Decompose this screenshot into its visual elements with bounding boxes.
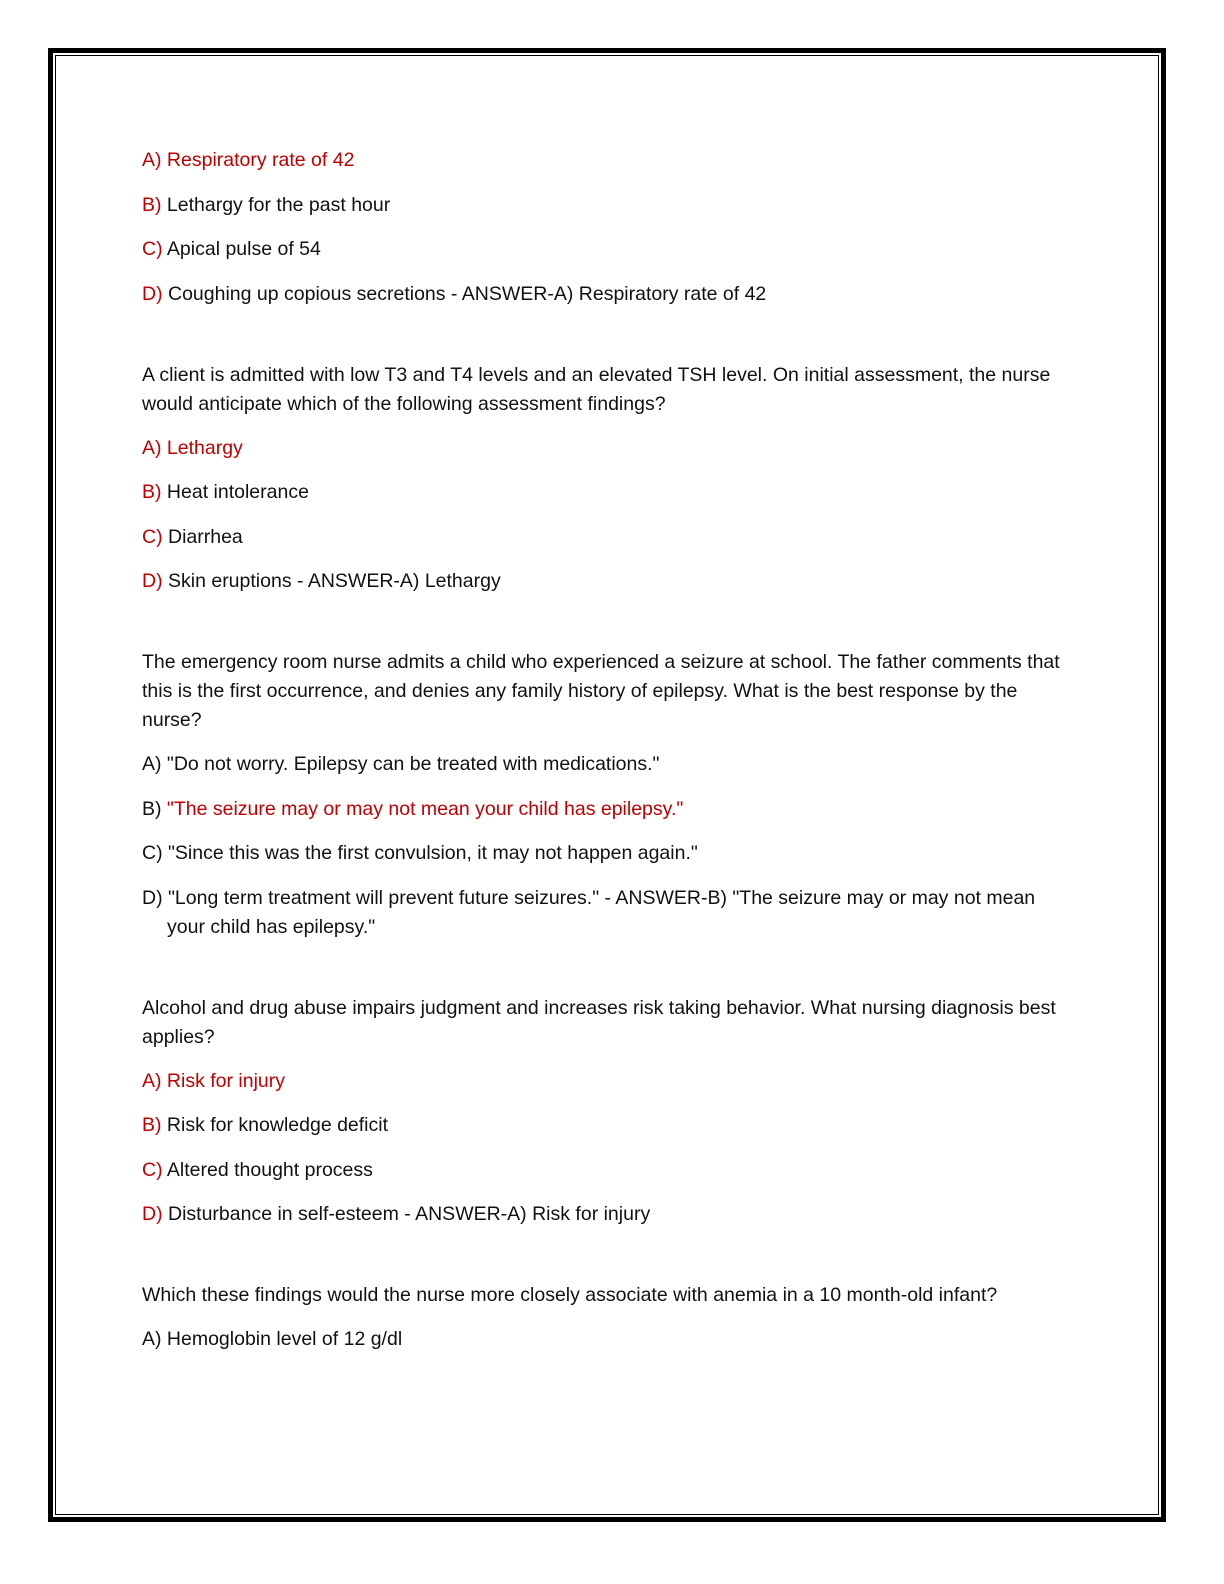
q3-option-a [142,750,1072,779]
q1-option-a [142,146,1072,175]
q3-option-b [142,795,1072,824]
q3-option-d-letter: D) [142,886,163,909]
q3-option-a-text: "Do not worry. Epilepsy can be treated with medications." [161,753,660,775]
q4-option-d [142,1200,1072,1229]
q2-option-d [142,567,1072,596]
q1-option-d-text: Coughing up copious secretions - ANSWER-A) Respiratory rate of 42 [162,282,767,305]
q2-option-b-text: Heat intolerance [161,481,309,503]
q1-option-b-text: Lethargy for the past hour [161,193,391,216]
q2-option-c [142,523,1072,552]
q2-option-c-text: Diarrhea [162,525,243,548]
q1-option-b-letter: B) [142,193,162,216]
q1-option-c-text: Apical pulse of 54 [162,238,321,260]
q4-option-b-letter: B) [142,1114,162,1136]
q4-option-a-letter: A) [142,1069,162,1092]
q2-option-a [142,434,1072,463]
q4-option-a-text: Risk for injury [161,1069,286,1092]
q3-option-c [142,839,1072,868]
q5-option-a-letter: A) [142,1328,162,1350]
q4-option-c-text: Altered thought process [162,1158,373,1181]
q4-option-d-text: Disturbance in self-esteem - ANSWER-A) Risk for injury [162,1203,651,1225]
q2-option-b [142,478,1072,507]
q1-option-a-text: Respiratory rate of 42 [161,149,355,171]
q4-stem: Alcohol and drug abuse impairs judgment and increases risk taking behavior. What nursing diagnosis best applies? [142,996,1056,1048]
q3-stem: The emergency room nurse admits a child who experienced a seizure at school. The father comments that this is the first occurrence, and denies any family history of epilepsy. What is the best response by the nurse? [142,651,1060,731]
q3-option-c-text: "Since this was the first convulsion, it may not happen again." [162,842,698,864]
q2-option-d-letter: D) [142,570,163,592]
q2-option-a-letter: A) [142,436,162,459]
q2-option-b-letter: B) [142,481,162,503]
q3-option-b-text: "The seizure may or may not mean your child has epilepsy." [161,797,684,820]
q5-option-a [142,1325,1072,1354]
q1-option-a-letter: A) [142,149,162,171]
q5-stem: Which these findings would the nurse more closely associate with anemia in a 10 month-old infant? [142,1284,998,1306]
q1-option-d [142,280,1072,309]
q2-stem: A client is admitted with low T3 and T4 levels and an elevated TSH level. On initial assessment, the nurse would anticipate which of the following assessment findings? [142,363,1051,415]
q2-option-c-letter: C) [142,525,163,548]
q2-option-d-text: Skin eruptions - ANSWER-A) Lethargy [162,570,501,592]
q1-option-b [142,191,1072,220]
q4-option-d-letter: D) [142,1203,163,1225]
q3-option-d-text: "Long term treatment will prevent future seizures." - ANSWER-B) "The seizure may or may not mean your child has epilepsy." [162,886,1036,938]
q5-option-a-text: Hemoglobin level of 12 g/dl [161,1328,403,1350]
q4-option-b-text: Risk for knowledge deficit [161,1114,389,1136]
q4-option-c [142,1156,1072,1185]
q3-option-b-letter: B) [142,797,162,820]
q3-option-a-letter: A) [142,753,162,775]
q4-option-c-letter: C) [142,1158,163,1181]
q3-option-c-letter: C) [142,842,163,864]
q4-option-b [142,1111,1072,1140]
q1-option-c-letter: C) [142,238,163,260]
q2-option-a-text: Lethargy [161,436,243,459]
q3-option-d [142,884,1072,942]
q4-option-a [142,1067,1072,1096]
q1-option-d-letter: D) [142,282,163,305]
q1-option-c [142,235,1072,264]
document-body [142,146,1072,1370]
